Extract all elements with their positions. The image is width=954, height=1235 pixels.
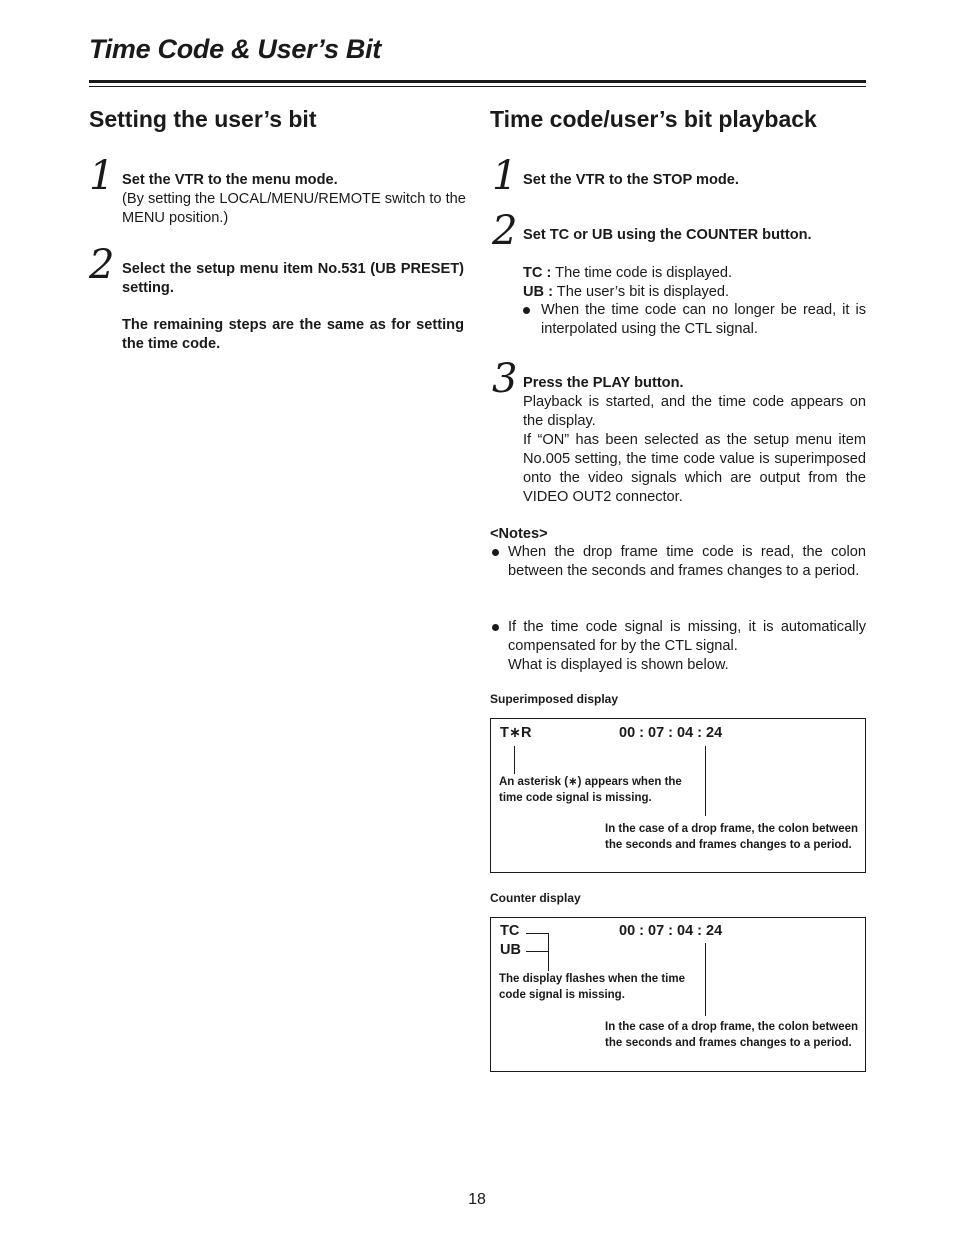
counter-display-caption: Counter display (490, 891, 581, 905)
colon-callout-line (705, 943, 706, 1016)
right-step-2-instruction: Set TC or UB using the COUNTER button. (523, 227, 812, 243)
ub-label: UB : (523, 284, 553, 300)
step-2-bullet-text: When the time code can no longer be read, it is interpolated using the CTL signal. (541, 302, 866, 337)
left-step-1-number: 1 (89, 153, 115, 199)
counter-display-diagram (490, 917, 866, 1072)
bullet-dot-icon (492, 624, 499, 631)
ub-explanation (523, 283, 866, 302)
left-step-1-detail: (By setting the LOCAL/MENU/REMOTE switch to the MENU position.) (122, 191, 466, 226)
right-step-3-instruction: Press the PLAY button. (523, 375, 684, 391)
tc-bracket-line (526, 933, 549, 934)
tc-label: TC : (523, 265, 552, 281)
right-step-1-instruction: Set the VTR to the STOP mode. (523, 172, 739, 188)
page-number: 18 (468, 1191, 486, 1208)
tc-text: The time code is displayed. (555, 265, 733, 281)
notes-bullet-1 (492, 543, 866, 603)
bullet-dot-icon (492, 549, 499, 556)
counter-note-flash: The display flashes when the time code signal is missing. (499, 973, 685, 1001)
flash-callout-line (548, 933, 549, 971)
superimposed-tr-label: T∗R (500, 725, 532, 741)
counter-note-drop-frame: In the case of a drop frame, the colon between the seconds and frames changes to a period. (605, 1021, 859, 1049)
right-step-3-number: 3 (492, 356, 518, 402)
superimposed-display-diagram (490, 718, 866, 873)
left-step-1-instruction: Set the VTR to the menu mode. (122, 172, 338, 188)
right-step-2-number: 2 (492, 208, 518, 254)
notes-heading: <Notes> (490, 526, 548, 542)
ub-bracket-line (526, 951, 549, 952)
page-title: Time Code & User’s Bit (89, 34, 381, 64)
right-step-3-para-1: Playback is started, and the time code appears on the display. (523, 394, 866, 429)
notes-bullet-2-text: If the time code signal is missing, it is automatically compensated for by the CTL signal. (508, 619, 866, 654)
counter-tc-label: TC (500, 923, 520, 939)
superimposed-display-caption: Superimposed display (490, 692, 619, 706)
superimposed-note-drop-frame: In the case of a drop frame, the colon between the seconds and frames changes to a period. (605, 823, 859, 851)
ub-text: The user’s bit is displayed. (556, 284, 730, 300)
colon-callout-line (705, 746, 706, 816)
right-step-3-para-2: If “ON” has been selected as the setup menu item No.005 setting, the time code value is superimposed onto the video signals which are output from the VIDEO OUT2 connector. (523, 432, 866, 505)
notes-bullet-1-text: When the drop frame time code is read, the colon between the seconds and frames changes to a period. (508, 544, 866, 579)
notes-bullet-2-continuation: What is displayed is shown below. (508, 657, 729, 673)
left-step-2-number: 2 (89, 242, 115, 288)
right-section-heading: Time code/user’s bit playback (490, 106, 817, 132)
bullet-dot-icon (523, 307, 530, 314)
left-section-heading: Setting the user’s bit (89, 106, 317, 132)
asterisk-callout-line (514, 746, 515, 774)
step-2-bullet (523, 301, 866, 341)
right-step-1-number: 1 (492, 153, 518, 199)
superimposed-time-code: 00 : 07 : 04 : 24 (619, 725, 723, 741)
header-rule-thick (89, 80, 866, 83)
counter-ub-label: UB (500, 942, 521, 958)
notes-bullet-2 (492, 618, 866, 658)
counter-time-code: 00 : 07 : 04 : 24 (619, 923, 723, 939)
left-step-2-note: The remaining steps are the same as for setting the time code. (122, 317, 464, 352)
tc-explanation (523, 264, 866, 283)
superimposed-note-asterisk: An asterisk (∗) appears when the time code signal is missing. (499, 776, 682, 804)
header-rule-thin (89, 86, 866, 87)
left-step-2-instruction: Select the setup menu item No.531 (UB PRESET) setting. (122, 261, 464, 296)
